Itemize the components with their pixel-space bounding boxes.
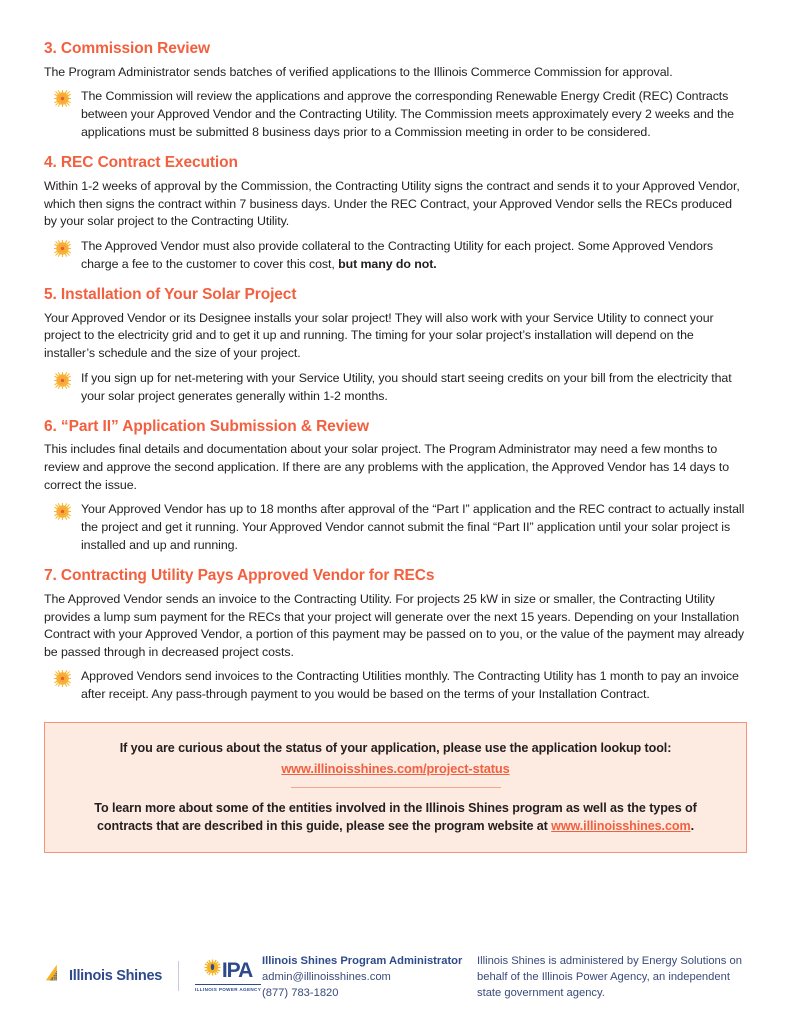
bullet-item [44, 238, 747, 274]
admin-title: Illinois Shines Program Administrator [262, 955, 463, 968]
section-installation [44, 286, 747, 406]
section-paragraph: Your Approved Vendor or its Designee installs your solar project! They will also work with your Service Utility to connect your project to the electricity grid and to get it up and running. The timing for your solar project’s installation will depend on the installer’s schedule and the size of your project. [44, 310, 714, 361]
logo-separator [178, 961, 179, 991]
section-rec-contract-execution [44, 154, 747, 274]
callout-learn-more-text: To learn more about some of the entities involved in the Illinois Shines program as well as the types of contracts that are described in this guide, please see the program website at [94, 801, 697, 834]
bullet-text: If you sign up for net-metering with your Service Utility, you should start seeing credits on your bill from the electricity that your solar project generates generally within 1-2 months. [81, 370, 732, 403]
section-heading: 6. “Part II” Application Submission & Review [44, 417, 369, 435]
callout-learn-more-period: . [690, 819, 694, 834]
bullet-item [44, 501, 747, 555]
ipa-logo-text: IPA [221, 958, 253, 982]
sun-icon [54, 670, 71, 687]
section-heading: 5. Installation of Your Solar Project [44, 285, 297, 303]
footer-administration-note: Illinois Shines is administered by Energy Solutions on behalf of the Illinois Power Agency, an independent state government agency. [477, 955, 742, 1000]
ipa-logo [195, 959, 261, 992]
section-contracting-utility-pays [44, 567, 747, 704]
bullet-item [44, 88, 747, 142]
callout-lookup-prompt: If you are curious about the status of your application, please use the application lookup tool: [119, 741, 672, 756]
section-paragraph: Within 1-2 weeks of approval by the Commission, the Contracting Utility signs the contract and sends it to your Approved Vendor, which then signs the contract within 7 business days. Under the REC Contract, your Approved Vendor sells the RECs produced by your solar project to the Contracting Utility. [44, 179, 740, 229]
illinois-shines-logo [44, 962, 162, 989]
callout-divider [291, 787, 501, 789]
bullet-text [81, 238, 747, 274]
ipa-logo-top [204, 959, 252, 981]
solar-panel-icon [44, 962, 66, 989]
sun-icon [54, 503, 71, 520]
sun-burst-icon [204, 959, 221, 981]
admin-phone[interactable]: (877) 783-1820 [262, 987, 339, 1000]
bullet-item [44, 370, 747, 406]
sun-icon [54, 90, 71, 107]
bullet-item [44, 668, 747, 704]
admin-email[interactable]: admin@illinoisshines.com [262, 971, 391, 984]
program-website-link[interactable]: www.illinoisshines.com [551, 819, 691, 834]
footer-admin-contact [262, 954, 477, 1002]
project-status-link[interactable]: www.illinoisshines.com/project-status [281, 760, 510, 776]
illinois-shines-logo-text: Illinois Shines [69, 967, 162, 984]
bullet-text: The Commission will review the applications and approve the corresponding Renewable Energy Credit (REC) Contracts between your Approved Vendor and the Contracting Utility. The Commission meets approximately every 2 weeks and the applications must be submitted 8 business days prior to a Commission meeting in order to be considered. [81, 89, 734, 140]
bullet-text: Your Approved Vendor has up to 18 months after approval of the “Part I” application and the REC contract to actually install the project and get it running. Your Approved Vendor cannot submit the final “Part II” application until your solar project is installed and up and running. [81, 502, 745, 553]
section-paragraph: The Approved Vendor sends an invoice to the Contracting Utility. For projects 25 kW in size or smaller, the Contracting Utility provides a lump sum payment for the RECs that your project will generate over the next 15 years. Depending on your Installation Contract with your Approved Vendor, a portion of this payment may be passed on to you, or the value of the payment may already be passed through in decreased project costs. [44, 592, 745, 659]
bullet-text: Approved Vendors send invoices to the Contracting Utilities monthly. The Contracting Utility has 1 month to pay an invoice after receipt. Any pass-through payment to you would be based on the terms of your Installation Contract. [81, 669, 739, 702]
ipa-logo-subtext: ILLINOIS POWER AGENCY [195, 984, 261, 992]
section-heading: 3. Commission Review [44, 40, 210, 57]
bullet-text-emphasis: but many do not. [338, 257, 437, 271]
callout-learn-more [73, 799, 718, 836]
callout-box [44, 722, 747, 852]
sun-icon [54, 372, 71, 389]
sun-icon [54, 240, 71, 257]
page-footer [44, 954, 747, 1002]
section-paragraph: This includes final details and documentation about your solar project. The Program Administrator may need a few months to review and approve the second application. If there are any problems with the application, the Approved Vendor has 14 days to correct the issue. [44, 442, 730, 492]
footer-logos [44, 954, 262, 992]
bullet-text-main: The Approved Vendor must also provide collateral to the Contracting Utility for each project. Some Approved Vendors charge a fee to the customer to cover this cost, [81, 239, 714, 271]
section-part-two-application [44, 418, 747, 556]
section-heading: 7. Contracting Utility Pays Approved Vendor for RECs [44, 567, 435, 585]
section-paragraph: The Program Administrator sends batches of verified applications to the Illinois Commerce Commission for approval. [44, 64, 673, 79]
section-commission-review [44, 40, 747, 142]
section-heading: 4. REC Contract Execution [44, 154, 238, 172]
